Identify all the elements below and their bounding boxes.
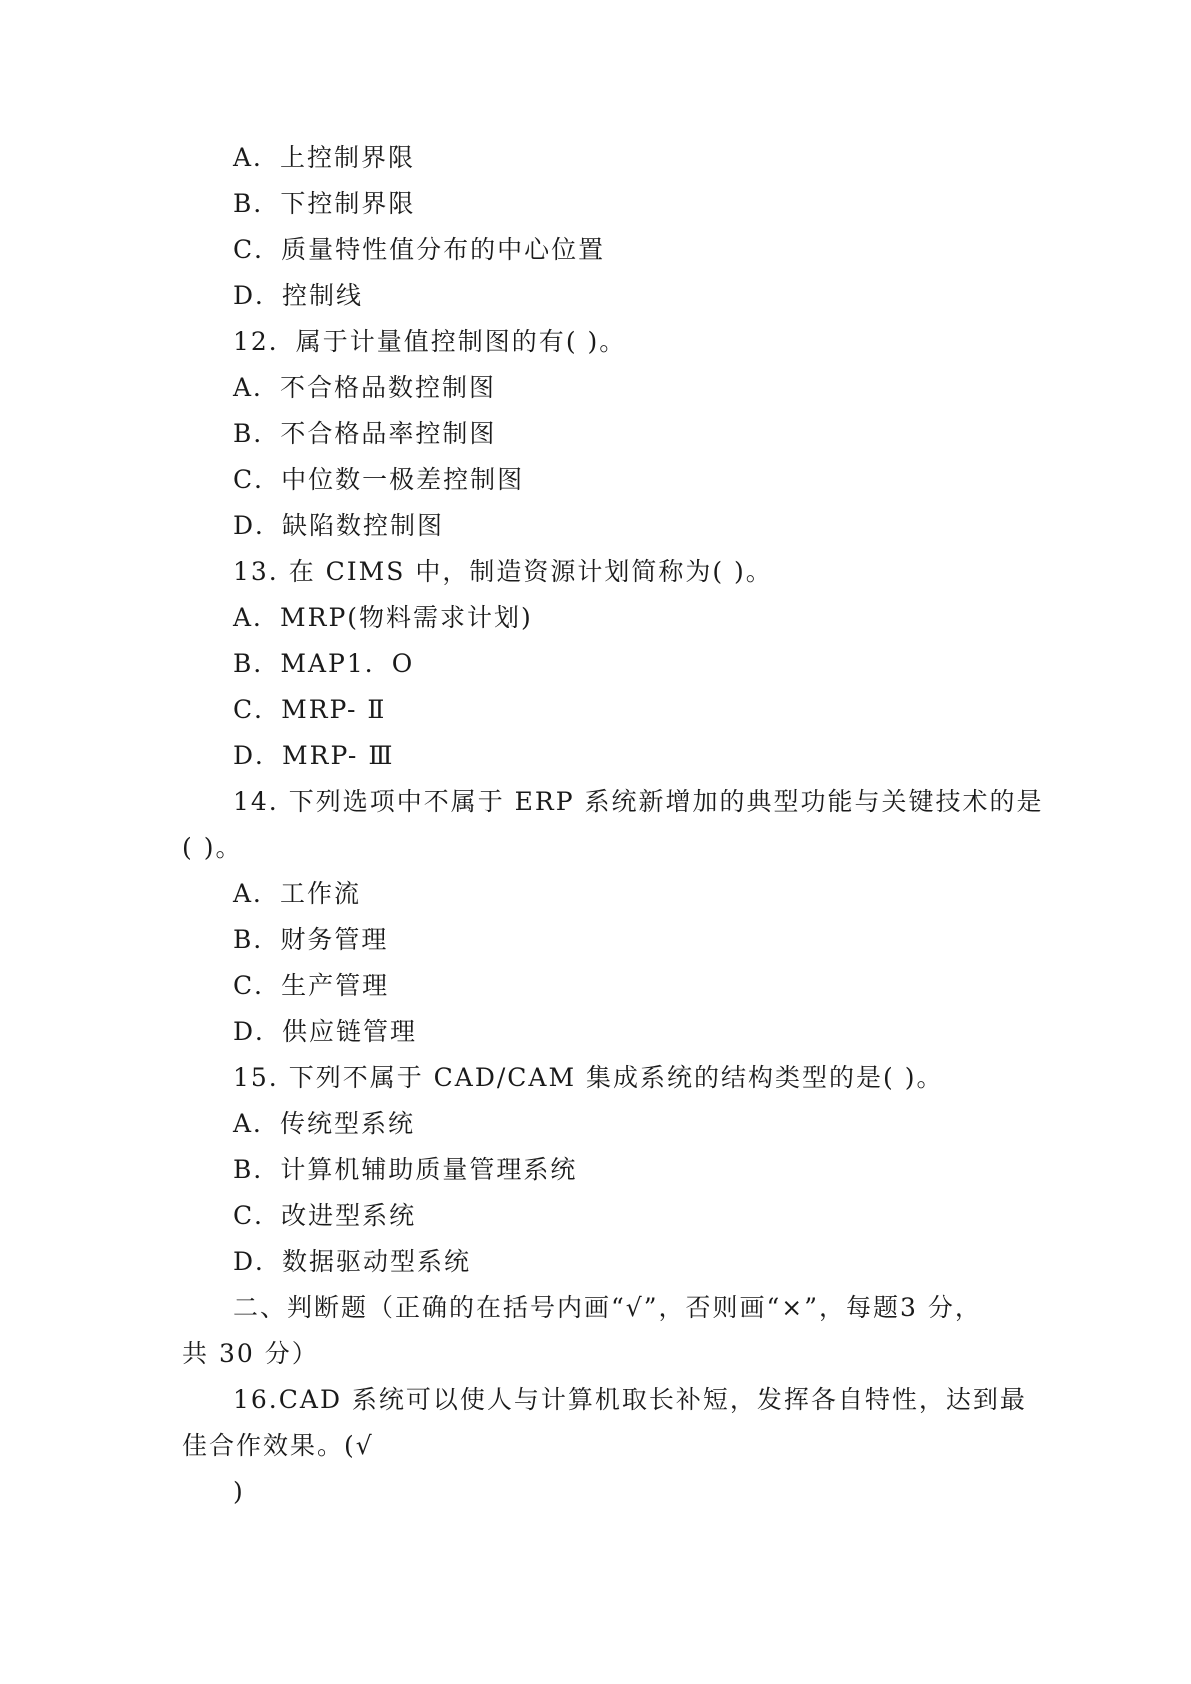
question-13-option-d: D．MRP- Ⅲ: [233, 741, 395, 770]
question-14-option-d: D．供应链管理: [233, 1017, 418, 1046]
question-13-option-a: A．MRP(物料需求计划): [233, 603, 533, 632]
question-16: 16.CAD 系统可以使人与计算机取长补短，发挥各自特性，达到最: [233, 1385, 1027, 1414]
question-12-option-b: B．不合格品率控制图: [233, 419, 497, 448]
question-15-option-d: D．数据驱动型系统: [233, 1247, 472, 1276]
question-12-option-c: C．中位数一极差控制图: [233, 465, 525, 494]
question-16-closing-paren: ): [233, 1477, 245, 1506]
question-13: 13. 在 CIMS 中，制造资源计划简称为( )。: [233, 557, 773, 586]
question-13-option-b: B．MAP1．O: [233, 649, 415, 678]
option-d-control-line: D．控制线: [233, 281, 364, 310]
option-a-upper-control-limit: A．上控制界限: [233, 143, 416, 172]
question-12: 12．属于计量值控制图的有( )。: [233, 327, 627, 356]
section-heading-true-false: 二、判断题（正确的在括号内画“√”，否则画“×”，每题3 分，: [233, 1293, 982, 1322]
question-12-option-d: D．缺陷数控制图: [233, 511, 445, 540]
question-16-continuation: 佳合作效果。(√: [182, 1431, 374, 1460]
option-c-center-position: C．质量特性值分布的中心位置: [233, 235, 606, 264]
question-15-option-b: B．计算机辅助质量管理系统: [233, 1155, 578, 1184]
question-15-option-c: C．改进型系统: [233, 1201, 417, 1230]
question-14-option-a: A．工作流: [233, 879, 362, 908]
section-heading-continuation: 共 30 分）: [182, 1339, 319, 1368]
question-14-option-c: C．生产管理: [233, 971, 390, 1000]
question-12-option-a: A．不合格品数控制图: [233, 373, 497, 402]
question-14-continuation: ( )。: [182, 833, 243, 862]
question-14: 14. 下列选项中不属于 ERP 系统新增加的典型功能与关键技术的是: [233, 787, 1044, 816]
option-b-lower-control-limit: B．下控制界限: [233, 189, 416, 218]
question-13-option-c: C．MRP- Ⅱ: [233, 695, 387, 724]
question-15: 15. 下列不属于 CAD/CAM 集成系统的结构类型的是( )。: [233, 1063, 944, 1092]
question-15-option-a: A．传统型系统: [233, 1109, 416, 1138]
question-14-option-b: B．财务管理: [233, 925, 389, 954]
